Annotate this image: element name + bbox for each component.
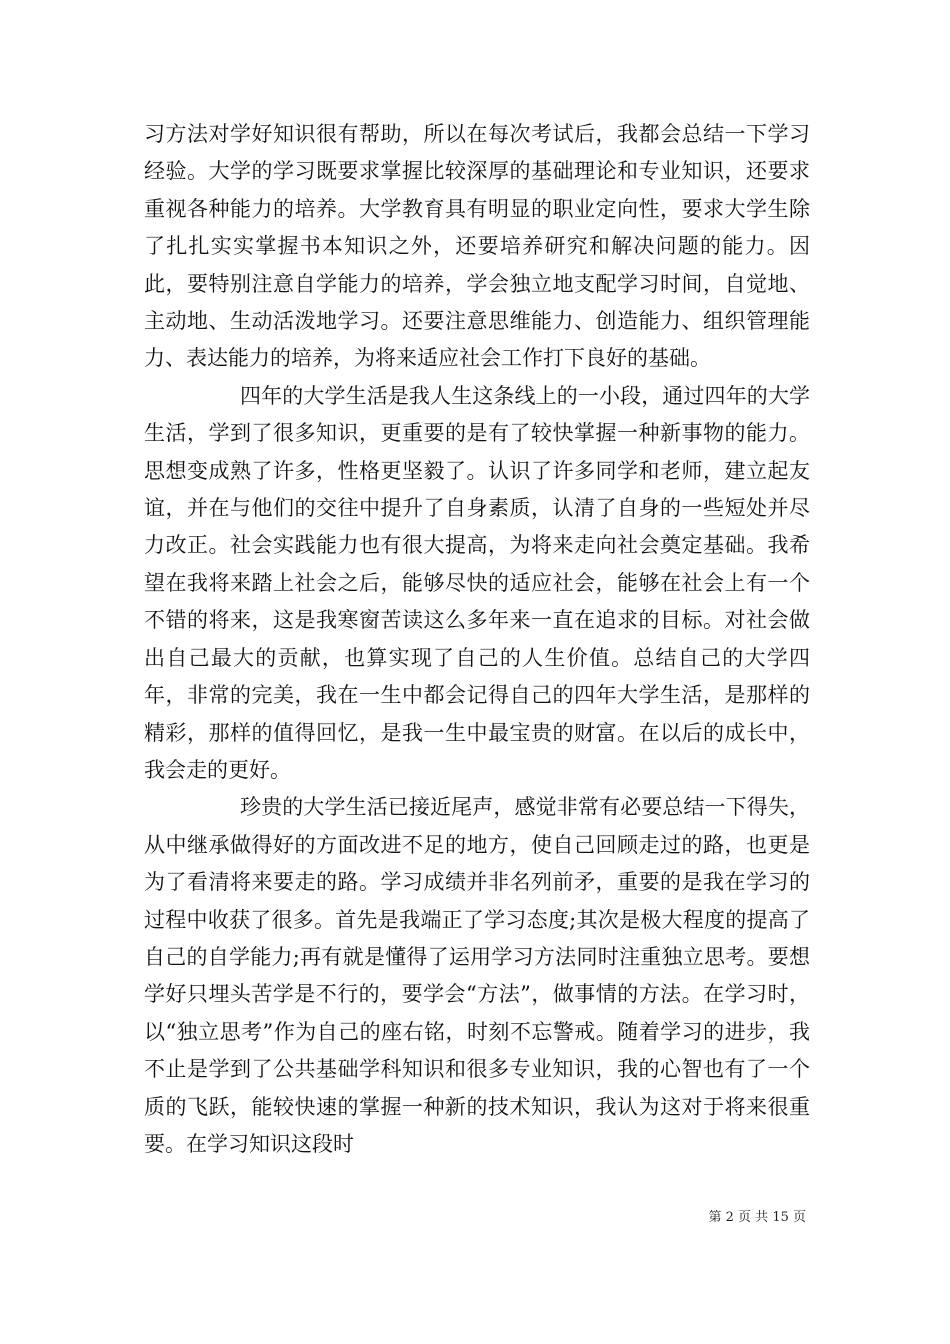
paragraph-2: 四年的大学生活是我人生这条线上的一小段，通过四年的大学生活，学到了很多知识，更重要的是有了较快掌握一种新事物的能力。思想变成熟了许多，性格更坚毅了。认识了许多同学和老师，建立起友谊，并在与他们的交往中提升了自身素质，认清了自身的一些短处并尽力改正。社会实践能力也有很大提高，为将来走向社会奠定基础。我希望在我将来踏上社会之后，能够尽快的适应社会，能够在社会上有一个不错的将来，这是我寒窗苦读这么多年来一直在追求的目标。对社会做出自己最大的贡献，也算实现了自己的人生价值。总结自己的大学四年，非常的完美，我在一生中都会记得自己的四年大学生活，是那样的精彩，那样的值得回忆，是我一生中最宝贵的财富。在以后的成长中，我会走的更好。 (144, 383, 810, 782)
page-number-footer: 第 2 页 共 15 页 (708, 1210, 806, 1225)
paragraph-1: 习方法对学好知识很有帮助，所以在每次考试后，我都会总结一下学习经验。大学的学习既要求掌握比较深厚的基础理论和专业知识，还要求重视各种能力的培养。大学教育具有明显的职业定向性，要求大学生除了扎扎实实掌握书本知识之外，还要培养研究和解决问题的能力。因此，要特别注意自学能力的培养，学会独立地支配学习时间，自觉地、主动地、生动活泼地学习。还要注意思维能力、创造能力、组织管理能力、表达能力的培养，为将来适应社会工作打下良好的基础。 (144, 122, 810, 371)
body-text (144, 116, 810, 1163)
paragraph-3: 珍贵的大学生活已接近尾声，感觉非常有必要总结一下得失，从中继承做得好的方面改进不足的地方，使自己回顾走过的路，也更是为了看清将来要走的路。学习成绩并非名列前矛，重要的是我在学习的过程中收获了很多。首先是我端正了学习态度;其次是极大程度的提高了自己的自学能力;再有就是懂得了运用学习方法同时注重独立思考。要想学好只埋头苦学是不行的，要学会“方法”，做事情的方法。在学习时，以“独立思考”作为自己的座右铭，时刻不忘警戒。随着学习的进步，我不止是学到了公共基础学科知识和很多专业知识，我的心智也有了一个质的飞跃，能较快速的掌握一种新的技术知识，我认为这对于将来很重要。在学习知识这段时 (144, 795, 810, 1156)
